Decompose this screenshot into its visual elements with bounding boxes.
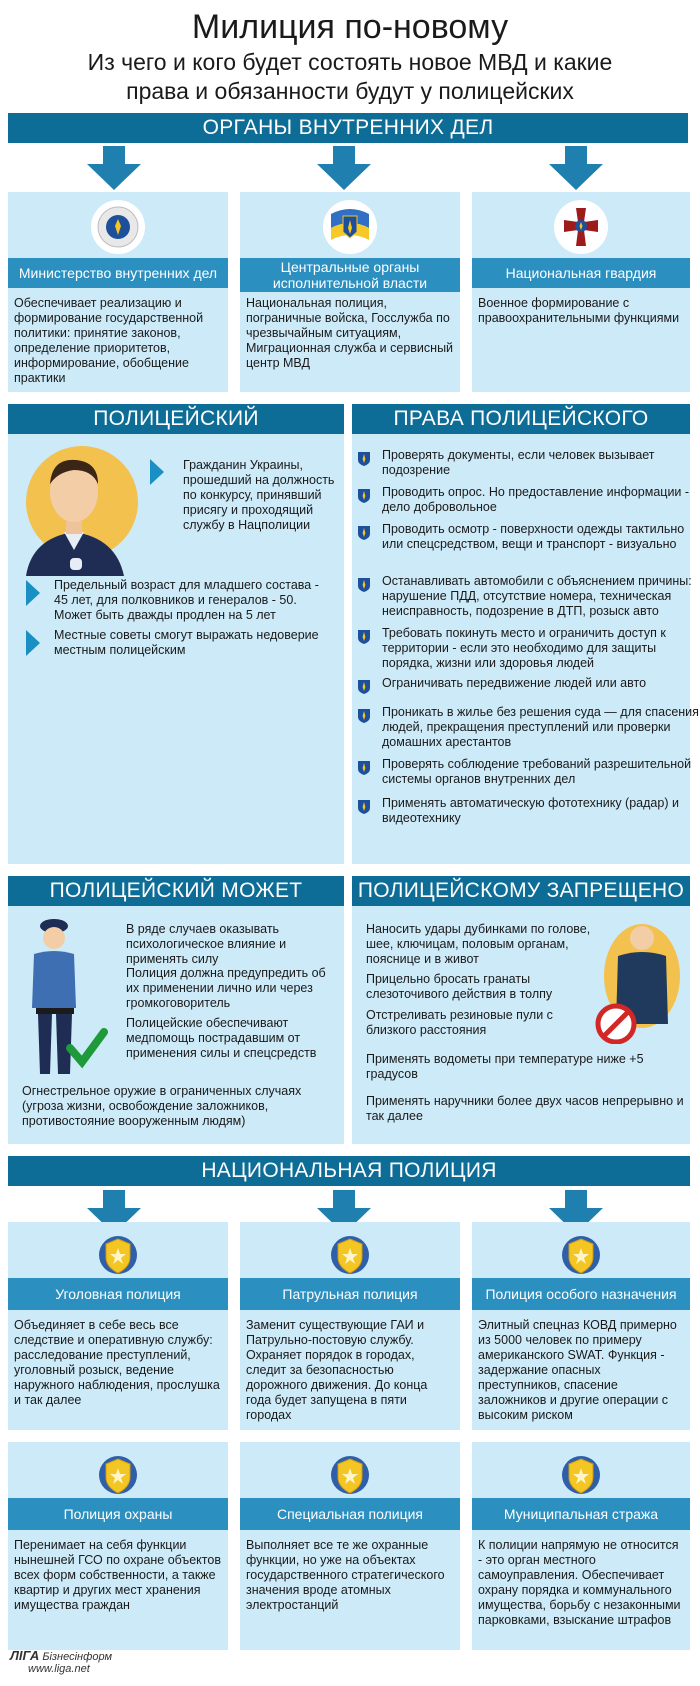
can-banner: ПОЛИЦЕЙСКИЙ МОЖЕТ	[8, 876, 344, 906]
police-badge-icon	[91, 1228, 145, 1282]
forbidden-item: Применять водометы при температуре ниже +5 градусов	[366, 1052, 644, 1081]
card-text: Обеспечивает реализацию и формирование государственной политики: принятие законов, определение приоритетов, информирование, обобщение практики	[14, 296, 204, 385]
card-head: Муниципальная стража	[472, 1498, 690, 1530]
brand-url: www.liga.net	[28, 1663, 90, 1675]
national-card	[472, 1442, 690, 1650]
police-officer-prohibited-icon	[592, 914, 684, 1044]
policeman-banner: ПОЛИЦЕЙСКИЙ	[8, 404, 344, 434]
card-text: Национальная полиция, пограничные войска, Госслужба по чрезвычайным ситуациям, Миграционная служба и сервисный центр МВД	[246, 296, 454, 370]
shield-bullet-icon	[357, 679, 371, 695]
police-badge-icon	[554, 1448, 608, 1502]
shield-bullet-icon	[357, 708, 371, 724]
bullet-arrow-icon	[26, 630, 40, 656]
forbidden-item: Прицельно бросать гранаты слезоточивого действия в толпу	[366, 972, 553, 1001]
organs-banner: ОРГАНЫ ВНУТРЕННИХ ДЕЛ	[8, 113, 688, 143]
rights-item: Ограничивать передвижение людей или авто	[382, 676, 647, 690]
forbidden-banner: ПОЛИЦЕЙСКОМУ ЗАПРЕЩЕНО	[352, 876, 690, 906]
forbidden-item: Применять наручники более двух часов непрерывно и так далее	[366, 1094, 684, 1123]
national-card	[8, 1222, 228, 1430]
can-item: Полиция должна предупредить об их применении лично или через громкоговоритель	[126, 966, 326, 1010]
national-card	[8, 1442, 228, 1650]
bullet-arrow-icon	[26, 580, 40, 606]
forbidden-item: Отстреливать резиновые пули с близкого расстояния	[366, 1008, 553, 1037]
policeman-figure-icon	[18, 914, 108, 1084]
rights-item: Проверять документы, если человек вызывает подозрение	[382, 448, 655, 477]
arrow-down-icon	[549, 146, 603, 190]
card-text: Заменит существующие ГАИ и Патрульно-постовую службу. Охраняет порядок в городах, следит за безопасностью дорожного движения. До конца года будет запущена в пяти городах	[246, 1318, 428, 1422]
card-head: Национальная гвардия	[472, 258, 690, 288]
guard-cross-icon	[554, 200, 608, 254]
rights-item: Останавливать автомобили с объяснением причины: нарушение ПДД, отсутствие номера, техническая неисправность, подозрение в ДТП, розыск авто	[382, 574, 692, 618]
brand-logo: ЛIГА	[10, 1648, 40, 1663]
shield-bullet-icon	[357, 760, 371, 776]
card-head	[240, 258, 460, 292]
rights-item: Проникать в жилье без решения суда — для спасения людей, прекращения преступлений или проверки домашних арестантов	[382, 705, 699, 749]
can-item: В ряде случаев оказывать психологическое влияние и применять силу	[126, 922, 287, 966]
card-head: Уголовная полиция	[8, 1278, 228, 1310]
card-head: Специальная полиция	[240, 1498, 460, 1530]
rights-banner: ПРАВА ПОЛИЦЕЙСКОГО	[352, 404, 690, 434]
policeman-councils: Местные советы смогут выражать недоверие местным полицейским	[54, 628, 319, 657]
policeman-definition: Гражданин Украины, прошедший на должность по конкурсу, принявший присягу и проходящий службу в Нацполиции	[183, 458, 335, 532]
card-head: Полиция охраны	[8, 1498, 228, 1530]
shield-bullet-icon	[357, 629, 371, 645]
national-card	[472, 1222, 690, 1430]
card-head-line-1: Центральные органы	[280, 259, 420, 275]
bullet-arrow-icon	[150, 459, 164, 485]
card-text: К полиции напрямую не относится - это орган местного самоуправления. Обеспечивает охрану порядка и коммунального имущества, борьбу с незаконными парковками, взыскание штрафов	[478, 1538, 681, 1627]
arrow-down-icon	[87, 146, 141, 190]
shield-bullet-icon	[357, 799, 371, 815]
shield-bullet-icon	[357, 525, 371, 541]
footer-brand	[10, 1648, 112, 1675]
shield-bullet-icon	[357, 451, 371, 467]
card-national-guard	[472, 192, 690, 392]
national-card	[240, 1222, 460, 1430]
subtitle-line-1: Из чего и кого будет состоять новое МВД и какие	[87, 49, 613, 75]
card-text: Объединяет в себе весь все следствие и оперативную службу: расследование преступлений, уголовный розыск, ведение наружного наблюдения, прослушка и так далее	[14, 1318, 220, 1407]
rights-item: Требовать покинуть место и ограничить доступ к территории - если это необходимо для защиты порядка, жизни или здоровья людей	[382, 626, 666, 670]
police-badge-icon	[554, 1228, 608, 1282]
policeman-portrait-icon	[12, 440, 144, 576]
shield-bullet-icon	[357, 488, 371, 504]
rights-item: Проводить опрос. Но предоставление информации - дело добровольное	[382, 485, 690, 514]
rights-item: Проверять соблюдение требований разрешительной системы органов внутренних дел	[382, 757, 692, 786]
card-head: Полиция особого назначения	[472, 1278, 690, 1310]
subtitle-line-2: права и обязанности будут у полицейских	[126, 78, 574, 104]
card-head-line-2: исполнительной власти	[272, 275, 428, 291]
card-mvd	[8, 192, 228, 392]
page-subtitle	[20, 48, 680, 106]
forbidden-item: Наносить удары дубинками по голове, шее, ключицам, половым органам, пояснице и в живот	[366, 922, 591, 966]
police-badge-icon	[323, 1448, 377, 1502]
card-head: Министерство внутренних дел	[8, 258, 228, 288]
page-title: Милиция по-новому	[191, 8, 509, 46]
shield-bullet-icon	[357, 577, 371, 593]
can-firearms: Огнестрельное оружие в ограниченных случаях (угроза жизни, освобождение заложников, противостояние вооруженным людям)	[22, 1084, 302, 1128]
card-head: Патрульная полиция	[240, 1278, 460, 1310]
card-text: Перенимает на себя функции нынешней ГСО по охране объектов всех форм собственности, а также квартир и других мест хранения имущества граждан	[14, 1538, 221, 1612]
card-text: Элитный спецназ КОВД примерно из 5000 человек по примеру американского SWAT. Функция - задержание опасных преступников, спасение заложников и другие операции с высоким риском	[478, 1318, 677, 1422]
national-banner: НАЦИОНАЛЬНАЯ ПОЛИЦИЯ	[8, 1156, 690, 1186]
policeman-age-limit: Предельный возраст для младшего состава - 45 лет, для полковников и генералов - 50. Может быть дважды продлен на 5 лет	[54, 578, 319, 622]
trident-flag-icon	[323, 200, 377, 254]
police-badge-icon	[323, 1228, 377, 1282]
card-central-organs	[240, 192, 460, 392]
rights-item: Применять автоматическую фототехнику (радар) и видеотехнику	[382, 796, 679, 825]
arrow-down-icon	[317, 146, 371, 190]
card-text: Выполняет все те же охранные функции, но уже на объектах государственного стратегического значения вроде атомных электростанций	[246, 1538, 445, 1612]
can-item: Полицейские обеспечивают медпомощь пострадавшим от применения силы и спецсредств	[126, 1016, 317, 1060]
card-text: Военное формирование с правоохранительными функциями	[478, 296, 680, 325]
police-badge-icon	[91, 1448, 145, 1502]
mvd-emblem-icon	[91, 200, 145, 254]
national-card	[240, 1442, 460, 1650]
brand-name: Бізнесінформ	[42, 1651, 113, 1663]
rights-item: Проводить осмотр - поверхности одежды тактильно или спецсредством, вещи и транспорт - визуально	[382, 522, 685, 551]
